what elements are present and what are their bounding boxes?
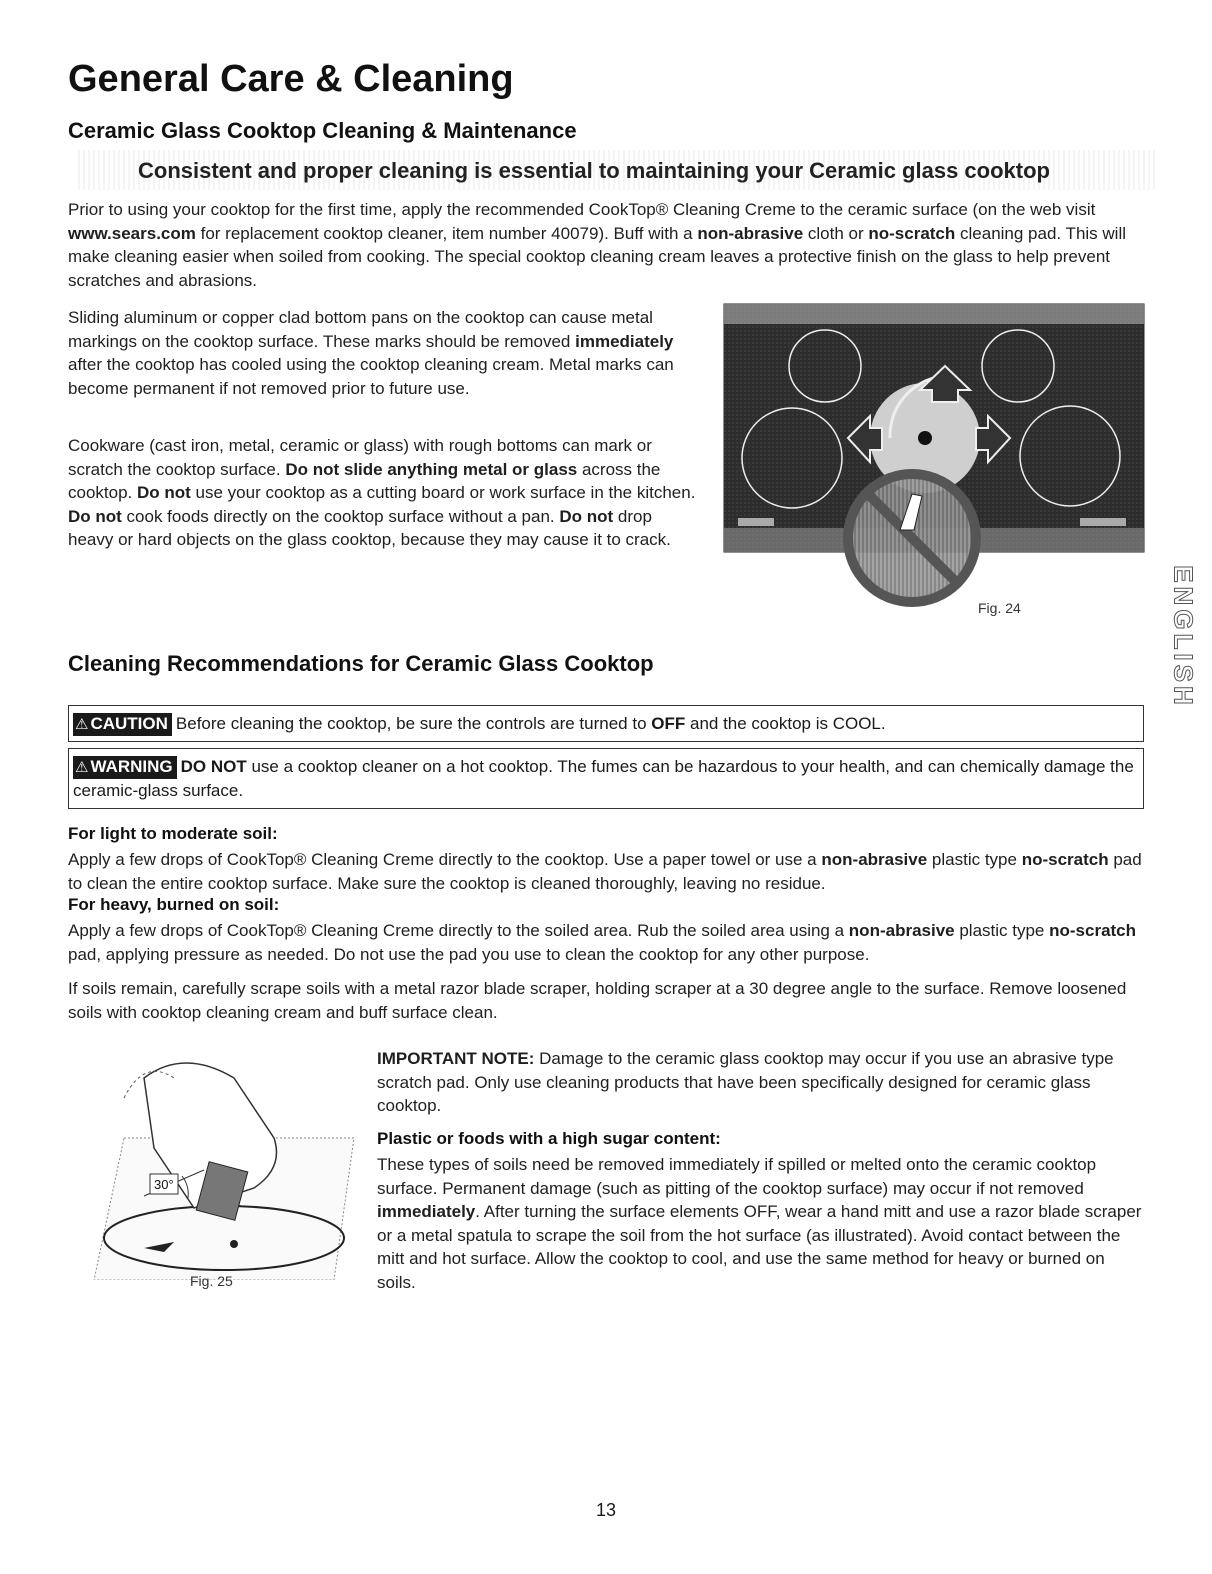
subtitle: Ceramic Glass Cooktop Cleaning & Maintenance	[68, 118, 577, 143]
side-language-tab: ENGLISH	[1168, 565, 1199, 709]
light-soil-heading: For light to moderate soil:	[68, 824, 278, 843]
warning-box: ⚠ WARNING DO NOT use a cooktop cleaner on a hot cooktop. The fumes can be hazardous to your health, and can chemically damage the ceramic-glass surface.	[68, 748, 1144, 809]
warning-triangle-icon: ⚠	[75, 759, 89, 776]
heavy-soil-heading: For heavy, burned on soil:	[68, 895, 280, 914]
caution-tag: ⚠ CAUTION	[73, 713, 172, 736]
angle-label: 30°	[154, 1177, 174, 1192]
pan-center	[918, 431, 932, 445]
soils-remain-paragraph: If soils remain, carefully scrape soils with a metal razor blade scraper, holding scraper at a 30 degree angle to the surface. Remove loosened soils with cooktop cleaning cream and buff surface clean.	[68, 979, 1127, 1022]
cookware-paragraph: Cookware (cast iron, metal, ceramic or glass) with rough bottoms can mark or scratch the cooktop surface. Do not slide anything metal or glass across the cooktop. Do not use your cooktop as a cutting board or work surface in the kitchen. Do not cook foods directly on the cooktop surface without a pan. Do not drop heavy or hard objects on the glass cooktop, because they may cause it to crack.	[68, 436, 696, 549]
cooktop-illustration	[720, 298, 1148, 628]
heavy-soil-paragraph: Apply a few drops of CookTop® Cleaning Creme directly to the soiled area. Rub the soiled area using a non-abrasive plastic type no-scratch pad, applying pressure as needed. Do not use the pad you use to clean the cooktop for any other purpose.	[68, 921, 1137, 964]
light-soil-paragraph: Apply a few drops of CookTop® Cleaning Creme directly to the cooktop. Use a paper towel or use a non-abrasive plastic type no-scratch pad to clean the entire cooktop surface. Make sure the cooktop is cleaned thoroughly, leaving no residue.	[68, 850, 1142, 893]
important-note: IMPORTANT NOTE: Damage to the ceramic glass cooktop may occur if you use an abrasive type scratch pad. Only use cleaning products that have been specifically designed for ceramic glass cooktop.	[377, 1049, 1114, 1115]
warning-tag: ⚠ WARNING	[73, 756, 177, 779]
plastic-heading: Plastic or foods with a high sugar content:	[377, 1129, 721, 1148]
caution-box: ⚠ CAUTION Before cleaning the cooktop, be sure the controls are turned to OFF and the cooktop is COOL.	[68, 705, 1144, 742]
banner-text: Consistent and proper cleaning is essential to maintaining your Ceramic glass cooktop	[138, 158, 1050, 183]
page-number: 13	[595, 1500, 617, 1520]
page-title: General Care & Cleaning	[68, 58, 514, 100]
plastic-paragraph: These types of soils need be removed immediately if spilled or melted onto the ceramic cooktop surface. Permanent damage (such as pitting of the cooktop surface) may occur if not removed immediately. After turning the surface elements OFF, wear a hand mitt and use a razor blade scraper or a metal spatula to scrape the soil from the hot surface (as illustrated). Avoid contact between the mitt and hot surface. Allow the cooktop to cool, and use the same method for heavy or burned on soils.	[377, 1155, 1142, 1292]
soil-mark-2	[230, 1240, 238, 1248]
fig24-label: Fig. 24	[978, 600, 1021, 616]
section-title-cleaning: Cleaning Recommendations for Ceramic Glass Cooktop	[68, 651, 654, 676]
warning-triangle-icon: ⚠	[75, 716, 89, 733]
scraper-illustration	[84, 1048, 362, 1280]
intro-paragraph: Prior to using your cooktop for the first time, apply the recommended CookTop® Cleaning Creme to the ceramic surface (on the web visit www.sears.com for replacement cooktop cleaner, item number 40079). Buff with a non-abrasive cloth or no-scratch cleaning pad. This will make cleaning easier when soiled from cooking. The special cooktop cleaning cream leaves a protective finish on the glass to help prevent scratches and abrasions.	[68, 200, 1127, 290]
cooktop-top-reflection	[724, 304, 1144, 324]
control-left	[738, 518, 774, 526]
control-right	[1080, 518, 1126, 526]
sliding-paragraph: Sliding aluminum or copper clad bottom pans on the cooktop can cause metal markings on the cooktop surface. These marks should be removed immediately after the cooktop has cooled using the cooktop cleaning cream. Metal marks can become permanent if not removed prior to future use.	[68, 308, 674, 398]
fig25-label: Fig. 25	[190, 1273, 233, 1289]
sears-link[interactable]: www.sears.com	[68, 223, 196, 243]
